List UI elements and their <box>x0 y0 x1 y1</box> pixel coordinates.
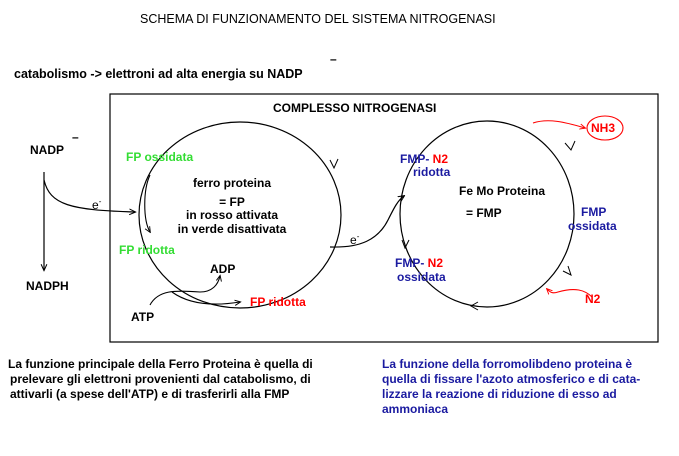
adp-label: ADP <box>210 262 236 276</box>
electron-flow-nadp <box>44 180 135 212</box>
nadph-label: NADPH <box>26 279 69 293</box>
fp-center-line-2: = FP <box>219 195 245 209</box>
fmp-note-line-1: La funzione della forromolibdeno proteina è <box>382 357 633 371</box>
electron-label-left: e- <box>92 197 102 212</box>
fp-cycle-arrow <box>330 159 338 168</box>
nadp-superscript: – <box>72 130 79 144</box>
fmp-bottom-state: ossidata <box>397 270 446 284</box>
catabolism-line: catabolismo -> elettroni ad alta energia su NADP <box>14 67 303 81</box>
fmp-center-line-1: Fe Mo Proteina <box>459 184 546 198</box>
fp-oxidized-label: FP ossidata <box>126 150 194 164</box>
atp-adp-arrow <box>150 276 220 305</box>
electron-label-mid: e- <box>350 232 360 247</box>
fp-reduced-left-label: FP ridotta <box>119 243 175 257</box>
fp-center-line-3: in rosso attivata <box>185 208 279 222</box>
diagram-title: SCHEMA DI FUNZIONAMENTO DEL SISTEMA NITROGENASI <box>140 12 496 26</box>
nh3-release-arrow <box>533 121 585 128</box>
fmp-right-label: FMP <box>581 205 607 219</box>
fmp-cycle-arrow-bottom <box>563 266 571 275</box>
fmp-top-label: FMP- N2 <box>400 152 449 166</box>
fmp-cycle-arrow-right <box>565 141 575 150</box>
complex-title: COMPLESSO NITROGENASI <box>273 101 437 115</box>
fmp-note-line-4: ammoniaca <box>382 402 449 416</box>
nadp-label: NADP <box>30 143 65 157</box>
fmp-note-line-3: lizzare la reazione di riduzione di esso ad <box>382 387 617 401</box>
atp-label: ATP <box>131 310 155 324</box>
fp-note-line-2: prelevare gli elettroni provenienti dal catabolismo, di <box>10 372 311 386</box>
fp-note-line-1: La funzione principale della Ferro Proteina è quella di <box>8 357 313 371</box>
fp-note <box>8 357 313 402</box>
fp-reduced-bottom-label: FP ridotta <box>250 295 306 309</box>
fmp-note <box>382 357 640 417</box>
fp-note-line-3: attivarli (a spese dell'ATP) e di trasferirli alla FMP <box>10 387 290 401</box>
fmp-center-line-2: = FMP <box>466 206 502 220</box>
fp-center-line-1: ferro proteina <box>192 176 271 190</box>
fmp-right-state: ossidata <box>568 219 617 233</box>
fp-center-line-4: in verde disattivata <box>177 222 287 236</box>
fmp-bottom-label: FMP- N2 <box>395 256 444 270</box>
catabolism-superscript: – <box>330 52 337 66</box>
nh3-label: NH3 <box>591 121 616 135</box>
n2-label: N2 <box>585 292 601 306</box>
fmp-note-line-2: quella di fissare l'azoto atmosferico e di cata- <box>382 372 641 386</box>
fmp-cycle-arrow-left <box>402 240 409 248</box>
fmp-top-state: ridotta <box>413 165 451 179</box>
